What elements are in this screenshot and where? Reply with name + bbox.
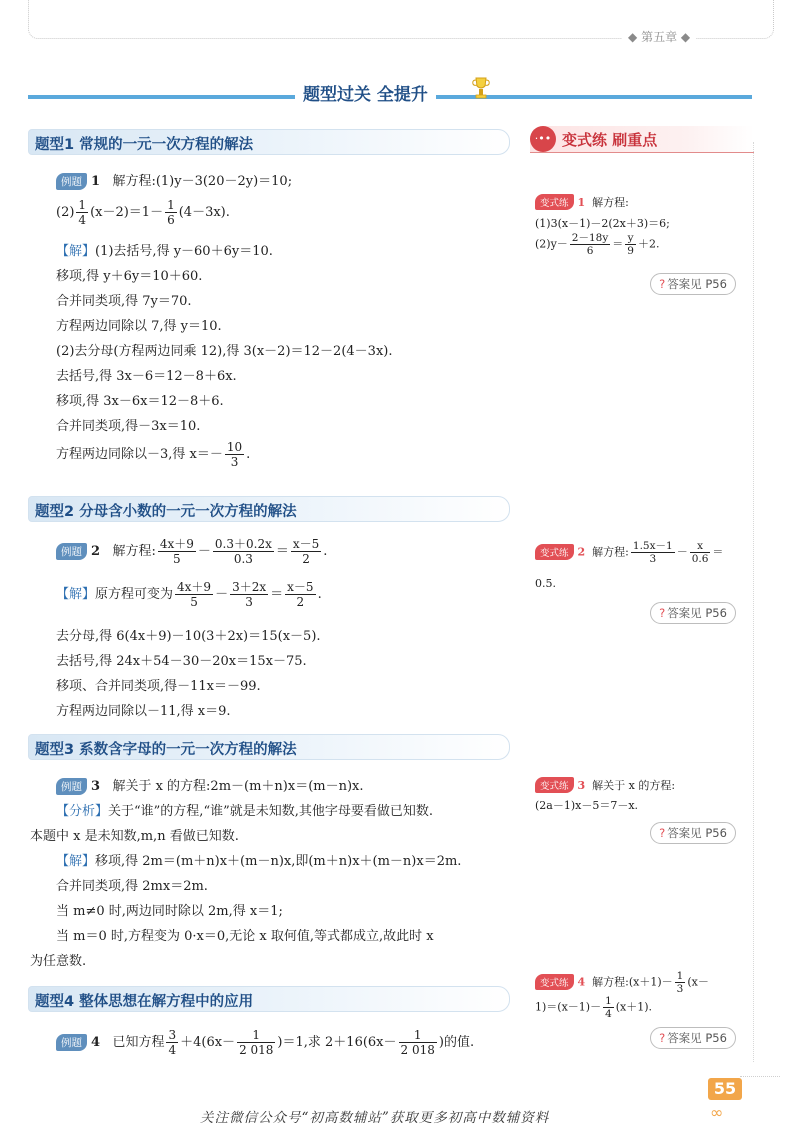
example-2-question: 例题 2 解方程: $\frac{4x+9}{5}$ － $\frac{0.3+0.2x}{0.3}$ ＝ $\frac{x-5}{2}$ . [56, 537, 327, 566]
solution-line: 移项,得 y＋6y＝10＋60. [56, 269, 203, 284]
section-title-bar [28, 496, 510, 522]
variant-2-line: 变式练 2 解方程: $\frac{1.5x-1}{3}$ － $\frac{x}{0.6}$ ＝ [535, 540, 723, 565]
solution-line: 为任意数. [30, 954, 87, 969]
variant-1-line: (1)3(x－1)－2(2x＋3)＝6; [535, 217, 670, 230]
infinity-icon: ∞ [710, 1103, 724, 1122]
variant-4-line: 1)＝(x－1)－ $\frac{1}{4}$ (x＋1). [535, 995, 653, 1020]
solution-line: 去括号,得 3x－6＝12－8＋6x. [56, 369, 237, 384]
variant-3-line: 变式练 3 解关于 x 的方程: [535, 777, 675, 793]
solution-line: 【解】移项,得 2m＝(m＋n)x＋(m－n)x,即(m＋n)x＋(m－n)x＝2m. [56, 854, 462, 869]
example-tag: 例题 [56, 173, 87, 190]
example-tag: 例题 [56, 1034, 87, 1051]
answer-reference-button[interactable]: ? 答案见 P56 [650, 273, 736, 295]
answer-reference-button[interactable]: ? 答案见 P56 [650, 1027, 736, 1049]
analysis-line: 【分析】关于“谁”的方程,“谁”就是未知数,其他字母要看做已知数. [56, 804, 433, 819]
solution-line: 方程两边同除以 7,得 y＝10. [56, 319, 222, 334]
solution-line: 当 m＝0 时,方程变为 0·x＝0,无论 x 取何值,等式都成立,故此时 x [56, 929, 434, 944]
example-4-question: 例题 4 已知方程 $\frac{3}{4}$ ＋4(6x－ $\frac{1}{2 018}$ )＝1,求 2＋16(6x－ $\frac{1}{2 018}$ )的值. [56, 1028, 474, 1057]
variant-tag: 变式练 [535, 974, 574, 990]
solution-line: 移项,得 3x－6x＝12－8＋6. [56, 394, 224, 409]
page-number: 55 [708, 1078, 742, 1100]
section-title-bar [28, 129, 510, 155]
speed-icon: ·•• [530, 126, 556, 152]
solution-line: 去分母,得 6(4x＋9)－10(3＋2x)＝15(x－5). [56, 629, 321, 644]
solution-line: 合并同类项,得 7y＝70. [56, 294, 192, 309]
section-title: 题型4 整体思想在解方程中的应用 [35, 994, 254, 1010]
analysis-line: 本题中 x 是未知数,m,n 看做已知数. [30, 829, 239, 844]
section-title-bar [28, 734, 510, 760]
variant-1-title: 变式练 1 解方程: [535, 194, 629, 210]
variant-tag: 变式练 [535, 777, 574, 793]
solution-line: (2)去分母(方程两边同乘 12),得 3(x－2)＝12－2(4－3x). [56, 344, 393, 359]
margin-dotted-rule [753, 142, 754, 1062]
chapter-label: ◆ 第五章 ◆ [622, 28, 696, 45]
variant-4-line: 变式练 4 解方程:(x＋1)－ $\frac{1}{3}$ (x－ [535, 970, 709, 995]
solution-line: 移项、合并同类项,得－11x＝－99. [56, 679, 261, 694]
solution-line: 方程两边同除以－3,得 x＝－ $\frac{10}{3}$ . [56, 440, 251, 469]
answer-reference-button[interactable]: ? 答案见 P56 [650, 822, 736, 844]
variant-tag: 变式练 [535, 544, 574, 560]
page-title: 题型过关 全提升 [295, 80, 436, 105]
section-title: 题型3 系数含字母的一元一次方程的解法 [35, 742, 297, 758]
trophy-icon [470, 76, 492, 102]
sidebar-header [530, 126, 754, 153]
example-1-question: 例题 1 解方程:(1)y－3(20－2y)＝10; [56, 170, 292, 190]
solution-line: 方程两边同除以－11,得 x＝9. [56, 704, 231, 719]
solution-line: 【解】原方程可变为 $\frac{4x+9}{5}$ － $\frac{3+2x}{3}$ ＝ $\frac{x-5}{2}$ . [56, 580, 322, 609]
variant-1-line: (2)y－ $\frac{2-18y}{6}$ ＝ $\frac{y}{9}$ ＋2. [535, 232, 660, 257]
variant-tag: 变式练 [535, 194, 574, 210]
example-1-question-2: (2) $\frac{1}{4}$ (x－2)＝1－ $\frac{1}{6}$ (4－3x). [56, 198, 230, 227]
corner-dotted-rule [740, 1076, 780, 1077]
example-tag: 例题 [56, 543, 87, 560]
solution-line: 【解】(1)去括号,得 y－60＋6y＝10. [56, 244, 273, 259]
example-tag: 例题 [56, 778, 87, 795]
answer-reference-button[interactable]: ? 答案见 P56 [650, 602, 736, 624]
solution-line: 合并同类项,得 2mx＝2m. [56, 879, 208, 894]
solution-line: 当 m≠0 时,两边同时除以 2m,得 x＝1; [56, 904, 283, 919]
solution-line: 合并同类项,得－3x＝10. [56, 419, 201, 434]
variant-2-line: 0.5. [535, 577, 556, 590]
sidebar-header-title: 变式练 刷重点 [562, 131, 658, 149]
section-title: 题型1 常规的一元一次方程的解法 [35, 137, 254, 153]
section-title: 题型2 分母含小数的一元一次方程的解法 [35, 504, 297, 520]
example-3-question: 例题 3 解关于 x 的方程:2m－(m＋n)x＝(m－n)x. [56, 775, 364, 795]
footer-note: 关注微信公众号“初高数辅站”获取更多初高中数辅资料 [200, 1110, 550, 1126]
solution-line: 去括号,得 24x＋54－30－20x＝15x－75. [56, 654, 307, 669]
section-title-bar [28, 986, 510, 1012]
variant-3-line: (2a－1)x－5＝7－x. [535, 799, 639, 812]
